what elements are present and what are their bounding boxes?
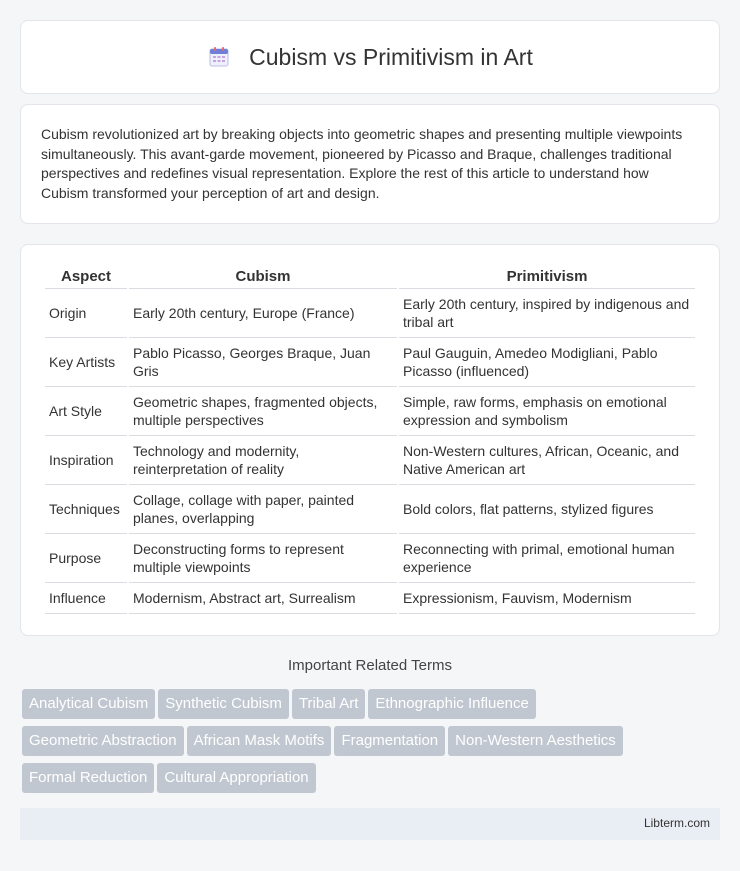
page-title: Cubism vs Primitivism in Art (249, 43, 533, 70)
table-row (45, 338, 695, 387)
primitivism-cell: Bold colors, flat patterns, stylized figures (399, 485, 695, 534)
tag-synthetic-cubism[interactable]: Synthetic Cubism (158, 689, 289, 719)
primitivism-cell: Early 20th century, inspired by indigenous and tribal art (399, 289, 695, 338)
related-terms-title: Important Related Terms (288, 657, 452, 674)
header-card (20, 20, 720, 94)
cubism-cell: Deconstructing forms to represent multiple viewpoints (129, 534, 397, 583)
aspect-cell: Art Style (45, 387, 127, 436)
primitivism-cell: Reconnecting with primal, emotional human experience (399, 534, 695, 583)
aspect-cell: Influence (45, 583, 127, 614)
tag-non-western-aesthetics[interactable]: Non-Western Aesthetics (448, 726, 623, 756)
aspect-cell: Inspiration (45, 436, 127, 485)
primitivism-cell: Expressionism, Fauvism, Modernism (399, 583, 695, 614)
cubism-cell: Early 20th century, Europe (France) (129, 289, 397, 338)
comparison-table (43, 263, 697, 614)
aspect-cell: Purpose (45, 534, 127, 583)
table-row (45, 436, 695, 485)
primitivism-cell: Non-Western cultures, African, Oceanic, and Native American art (399, 436, 695, 485)
tag-geometric-abstraction[interactable]: Geometric Abstraction (22, 726, 184, 756)
tag-african-mask-motifs[interactable]: African Mask Motifs (187, 726, 332, 756)
calendar-icon (207, 45, 231, 69)
tag-cultural-appropriation[interactable]: Cultural Appropriation (157, 763, 315, 793)
tag-analytical-cubism[interactable]: Analytical Cubism (22, 689, 155, 719)
aspect-cell: Origin (45, 289, 127, 338)
header-cubism: Cubism (129, 263, 397, 289)
tag-ethnographic-influence[interactable]: Ethnographic Influence (368, 689, 535, 719)
primitivism-cell: Paul Gauguin, Amedeo Modigliani, Pablo Picasso (influenced) (399, 338, 695, 387)
aspect-cell: Key Artists (45, 338, 127, 387)
comparison-table-card (20, 244, 720, 636)
table-row (45, 485, 695, 534)
table-row (45, 289, 695, 338)
related-terms-list (22, 689, 722, 800)
tag-fragmentation[interactable]: Fragmentation (334, 726, 445, 756)
footer-site-link[interactable]: Libterm.com (643, 816, 710, 830)
header-primitivism: Primitivism (399, 263, 695, 289)
cubism-cell: Pablo Picasso, Georges Braque, Juan Gris (129, 338, 397, 387)
cubism-cell: Geometric shapes, fragmented objects, multiple perspectives (129, 387, 397, 436)
intro-card (20, 104, 720, 224)
footer (20, 808, 720, 840)
table-row (45, 387, 695, 436)
tag-formal-reduction[interactable]: Formal Reduction (22, 763, 154, 793)
cubism-cell: Modernism, Abstract art, Surrealism (129, 583, 397, 614)
cubism-cell: Collage, collage with paper, painted planes, overlapping (129, 485, 397, 534)
table-row (45, 583, 695, 614)
primitivism-cell: Simple, raw forms, emphasis on emotional expression and symbolism (399, 387, 695, 436)
tag-tribal-art[interactable]: Tribal Art (292, 689, 365, 719)
table-header-row (45, 263, 695, 289)
table-row (45, 534, 695, 583)
cubism-cell: Technology and modernity, reinterpretation of reality (129, 436, 397, 485)
header-aspect: Aspect (45, 263, 127, 289)
aspect-cell: Techniques (45, 485, 127, 534)
intro-text: Cubism revolutionized art by breaking objects into geometric shapes and presenting multiple viewpoints simultaneously. This avant-garde movement, pioneered by Picasso and Braque, challenges traditional perspectives and redefines visual representation. Explore the rest of this article to understand how Cubism transformed your perception of art and design. (41, 126, 683, 201)
